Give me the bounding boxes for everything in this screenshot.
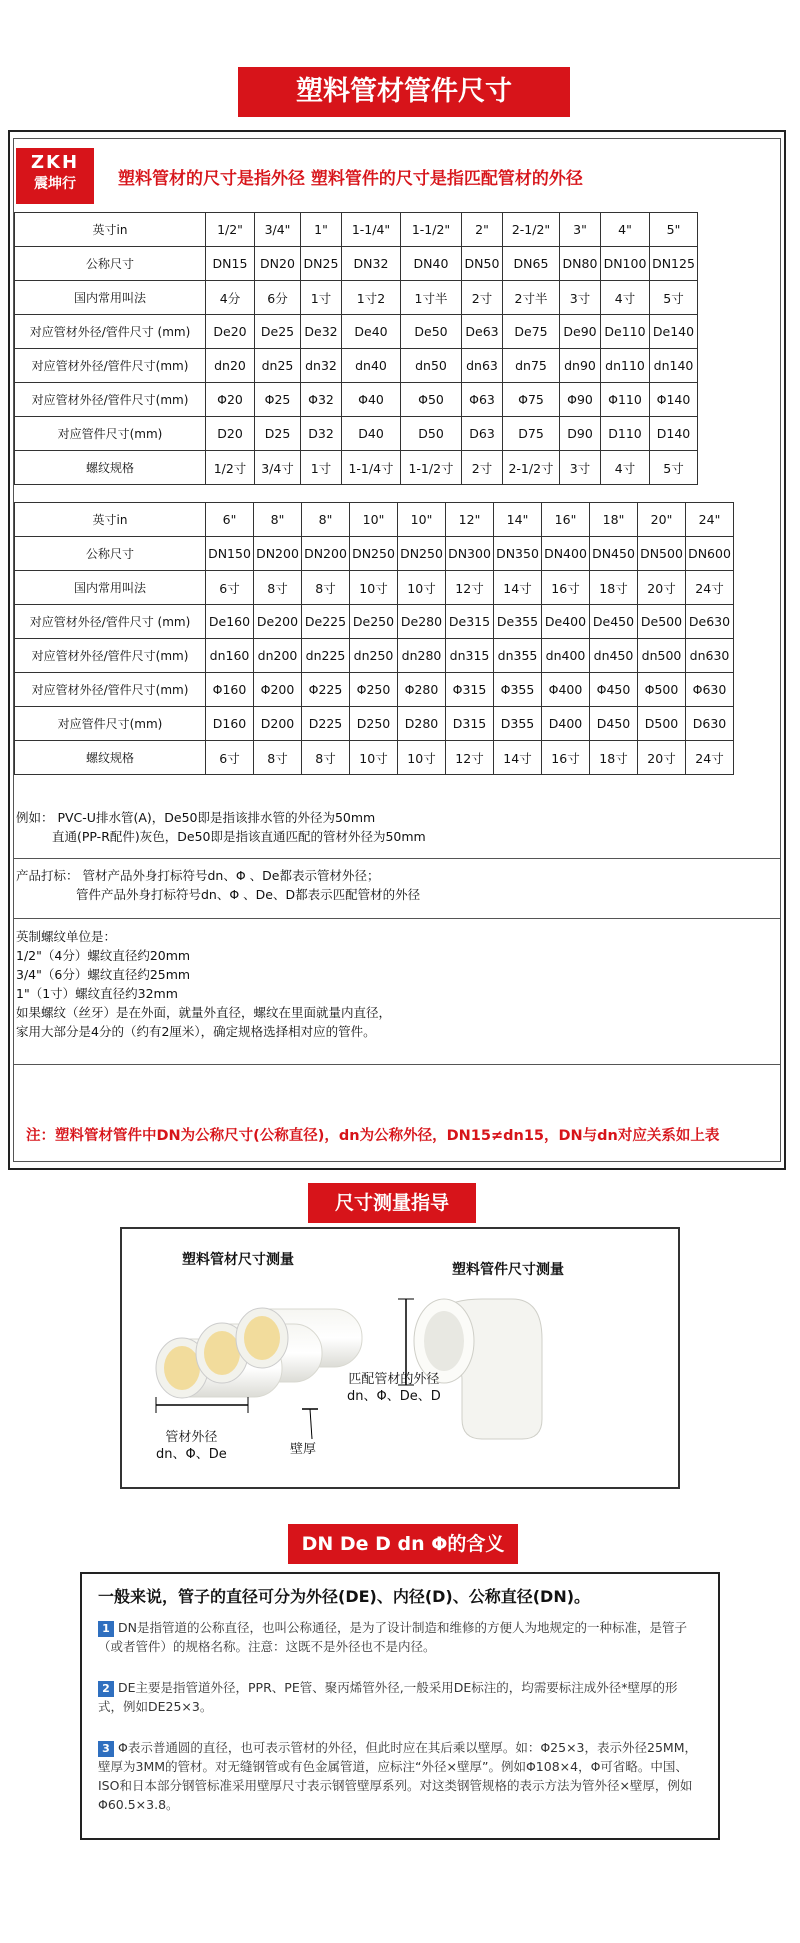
table-cell: D160 [206, 707, 254, 741]
table-cell: DN32 [342, 247, 401, 281]
table-cell: Φ160 [206, 673, 254, 707]
table-cell: 3寸 [560, 281, 601, 315]
table-cell: 18寸 [590, 571, 638, 605]
table-cell: Φ355 [494, 673, 542, 707]
table-cell: 1-1/4寸 [342, 451, 401, 485]
table-cell: D280 [398, 707, 446, 741]
table-cell: DN40 [401, 247, 462, 281]
table-cell: 5寸 [650, 451, 698, 485]
table-cell: DN100 [601, 247, 650, 281]
table-row [15, 383, 698, 417]
brand-logo [16, 148, 94, 204]
table-row [15, 349, 698, 383]
row-header-cell: 对应管件尺寸(mm) [15, 707, 206, 741]
row-header-cell: 国内常用叫法 [15, 571, 206, 605]
table-cell: 1寸 [301, 451, 342, 485]
table-cell: Φ75 [503, 383, 560, 417]
table-cell: DN15 [206, 247, 255, 281]
table-row [15, 571, 734, 605]
row-header-cell: 对应管材外径/管件尺寸 (mm) [15, 605, 206, 639]
logo-cn-name: 震坤行 [34, 176, 76, 192]
table-cell: 20寸 [638, 741, 686, 775]
table-cell: Φ50 [401, 383, 462, 417]
table-cell: 8寸 [254, 741, 302, 775]
row-header-cell: 英寸in [15, 503, 206, 537]
table-cell: 1-1/2寸 [401, 451, 462, 485]
table-cell: dn250 [350, 639, 398, 673]
table-cell: D400 [542, 707, 590, 741]
table-cell: 12寸 [446, 741, 494, 775]
table-cell: De630 [686, 605, 734, 639]
row-header-cell: 对应管件尺寸(mm) [15, 417, 206, 451]
table-cell: D50 [401, 417, 462, 451]
table-cell: DN200 [254, 537, 302, 571]
table-cell: D110 [601, 417, 650, 451]
row-header-cell: 对应管材外径/管件尺寸(mm) [15, 673, 206, 707]
table-cell: 2寸 [462, 451, 503, 485]
table-cell: D90 [560, 417, 601, 451]
table-cell: 1寸半 [401, 281, 462, 315]
table-cell: dn90 [560, 349, 601, 383]
row-header-cell: 螺纹规格 [15, 451, 206, 485]
table-cell: dn160 [206, 639, 254, 673]
table-cell: 3寸 [560, 451, 601, 485]
example-line-2: 直通(PP-R配件)灰色，De50即是指该直通匹配的管材外径为50mm [52, 829, 426, 844]
table-cell: dn63 [462, 349, 503, 383]
size-table-2 [14, 502, 734, 775]
table-cell: 5寸 [650, 281, 698, 315]
table-cell: dn110 [601, 349, 650, 383]
table-cell: 8寸 [254, 571, 302, 605]
table-cell: 6寸 [206, 741, 254, 775]
table-cell: DN350 [494, 537, 542, 571]
table-cell: 4" [601, 213, 650, 247]
table-cell: De160 [206, 605, 254, 639]
table-row [15, 451, 698, 485]
table-cell: DN450 [590, 537, 638, 571]
pipe-illustration [156, 1308, 362, 1439]
pipe-od-label: 管材外径 dn、Φ、De [156, 1430, 227, 1462]
item-number: 2 [98, 1681, 114, 1697]
table-cell: 18寸 [590, 741, 638, 775]
table-row [15, 605, 734, 639]
table-cell: 18" [590, 503, 638, 537]
example-note [16, 808, 426, 846]
item-text: Φ表示普通圆的直径，也可表示管材的外径，但此时应在其后乘以壁厚。如：Φ25×3，表示外径25MM，壁厚为3MM的管材。对无缝钢管或有色金属管道，应标注“外径×壁厚”。例如Φ108×4，Φ可省略。中国、ISO和日本部分钢管标准采用壁厚尺寸表示钢管壁厚系列。对这类钢管规格的表示方法为管外径×壁厚，例如Φ60.5×3.8。 [98, 1740, 697, 1812]
table-cell: Φ630 [686, 673, 734, 707]
table-cell: 4分 [206, 281, 255, 315]
table-cell: De75 [503, 315, 560, 349]
table-cell: dn280 [398, 639, 446, 673]
table-cell: D40 [342, 417, 401, 451]
table-cell: D140 [650, 417, 698, 451]
thread-line: 家用大部分是4分的（约有2厘米），确定规格选择相对应的管件。 [16, 1024, 376, 1039]
table-row [15, 247, 698, 281]
table-cell: Φ400 [542, 673, 590, 707]
table-row [15, 503, 734, 537]
wall-thickness-label: 壁厚 [290, 1442, 317, 1457]
table-cell: Φ140 [650, 383, 698, 417]
item-text: DN是指管道的公称直径，也叫公称通径，是为了设计制造和维修的方便人为地规定的一种标准，是管子（或者管件）的规格名称。注意：这既不是外径也不是内径。 [98, 1620, 687, 1654]
table-row [15, 213, 698, 247]
table-cell: 3/4" [255, 213, 301, 247]
divider [14, 918, 780, 919]
size-table-1 [14, 212, 698, 485]
table-cell: 24" [686, 503, 734, 537]
logo-brand: ZKH [30, 152, 80, 173]
table-cell: De32 [301, 315, 342, 349]
meaning-heading: 一般来说，管子的直径可分为外径(DE)、内径(D)、公称直径(DN)。 [98, 1587, 591, 1606]
pipe-measure-title: 塑料管材尺寸测量 [182, 1252, 294, 1268]
table-cell: De225 [302, 605, 350, 639]
table-cell: dn355 [494, 639, 542, 673]
table-cell: D250 [350, 707, 398, 741]
table-cell: D225 [302, 707, 350, 741]
table-cell: Φ315 [446, 673, 494, 707]
table-cell: D200 [254, 707, 302, 741]
table-cell: 10" [398, 503, 446, 537]
table-cell: 12" [446, 503, 494, 537]
table-cell: DN25 [301, 247, 342, 281]
table-cell: 14寸 [494, 741, 542, 775]
table-cell: DN500 [638, 537, 686, 571]
table-cell: 1寸2 [342, 281, 401, 315]
table-cell: De315 [446, 605, 494, 639]
table-cell: 20" [638, 503, 686, 537]
table-cell: D630 [686, 707, 734, 741]
table-row [15, 315, 698, 349]
table-cell: dn40 [342, 349, 401, 383]
table-cell: 24寸 [686, 741, 734, 775]
fitting-measure-title: 塑料管件尺寸测量 [452, 1262, 564, 1278]
table-cell: DN600 [686, 537, 734, 571]
table-cell: 2-1/2寸 [503, 451, 560, 485]
table-cell: 5" [650, 213, 698, 247]
marking-line-2: 管件产品外身打标符号dn、Φ 、De、D都表示匹配管材的外径 [76, 887, 421, 902]
table-cell: 12寸 [446, 571, 494, 605]
row-header-cell: 螺纹规格 [15, 741, 206, 775]
table-cell: De25 [255, 315, 301, 349]
meaning-item [98, 1738, 698, 1814]
table-cell: 10寸 [350, 571, 398, 605]
footnote: 注：塑料管材管件中DN为公称尺寸(公称直径)，dn为公称外径，DN15≠dn15，DN与dn对应关系如上表 [26, 1128, 720, 1144]
table-cell: DN50 [462, 247, 503, 281]
table-cell: dn500 [638, 639, 686, 673]
table-cell: De50 [401, 315, 462, 349]
table-cell: Φ90 [560, 383, 601, 417]
table-cell: dn20 [206, 349, 255, 383]
table-cell: DN20 [255, 247, 301, 281]
table-cell: dn315 [446, 639, 494, 673]
item-text: DE主要是指管道外径，PPR、PE管、聚丙烯管外径,一般采用DE标注的，均需要标注成外径*壁厚的形式，例如DE25×3。 [98, 1680, 678, 1714]
marking-line-1: 产品打标： 管材产品外身打标符号dn、Φ 、De都表示管材外径； [16, 868, 380, 883]
table-cell: De20 [206, 315, 255, 349]
table-cell: 16寸 [542, 571, 590, 605]
table-cell: 16" [542, 503, 590, 537]
table-cell: Φ25 [255, 383, 301, 417]
item-number: 3 [98, 1741, 114, 1757]
table-cell: 1/2寸 [206, 451, 255, 485]
table-cell: D20 [206, 417, 255, 451]
table-cell: DN300 [446, 537, 494, 571]
table-cell: De500 [638, 605, 686, 639]
thread-line: 英制螺纹单位是： [16, 929, 117, 944]
measure-guide [120, 1227, 680, 1489]
table-cell: 14寸 [494, 571, 542, 605]
table-cell: De250 [350, 605, 398, 639]
thread-line: 1"（1寸）螺纹直径约32mm [16, 986, 178, 1001]
table-cell: 10寸 [350, 741, 398, 775]
table-cell: dn50 [401, 349, 462, 383]
table-cell: 10寸 [398, 741, 446, 775]
row-header-cell: 国内常用叫法 [15, 281, 206, 315]
table-cell: 4寸 [601, 451, 650, 485]
table-cell: 1/2" [206, 213, 255, 247]
table-cell: D355 [494, 707, 542, 741]
table-cell: 2-1/2" [503, 213, 560, 247]
table-cell: Φ500 [638, 673, 686, 707]
row-header-cell: 对应管材外径/管件尺寸(mm) [15, 349, 206, 383]
table-cell: dn200 [254, 639, 302, 673]
table-cell: 6寸 [206, 571, 254, 605]
table-cell: 1寸 [301, 281, 342, 315]
table-cell: De110 [601, 315, 650, 349]
table-cell: 1" [301, 213, 342, 247]
table-cell: D500 [638, 707, 686, 741]
table-cell: 6" [206, 503, 254, 537]
table-cell: Φ225 [302, 673, 350, 707]
table-cell: DN250 [398, 537, 446, 571]
meaning-item [98, 1678, 698, 1716]
table-cell: De400 [542, 605, 590, 639]
elbow-illustration [398, 1299, 542, 1439]
fitting-od-label: 匹配管材的外径 dn、Φ、De、D [347, 1372, 441, 1404]
table-cell: 8寸 [302, 571, 350, 605]
table-cell: 24寸 [686, 571, 734, 605]
table-cell: De200 [254, 605, 302, 639]
table-cell: 10" [350, 503, 398, 537]
table-cell: DN150 [206, 537, 254, 571]
table-cell: DN125 [650, 247, 698, 281]
thread-line: 3/4"（6分）螺纹直径约25mm [16, 967, 191, 982]
table-row [15, 417, 698, 451]
table-cell: Φ200 [254, 673, 302, 707]
table-cell: Φ63 [462, 383, 503, 417]
measure-banner: 尺寸测量指导 [308, 1183, 476, 1223]
table-cell: D315 [446, 707, 494, 741]
table-cell: 1-1/4" [342, 213, 401, 247]
meaning-panel [80, 1572, 720, 1840]
table-cell: dn630 [686, 639, 734, 673]
table-cell: dn140 [650, 349, 698, 383]
table-row [15, 281, 698, 315]
row-header-cell: 对应管材外径/管件尺寸(mm) [15, 383, 206, 417]
table-cell: 8寸 [302, 741, 350, 775]
thread-line: 1/2"（4分）螺纹直径约20mm [16, 948, 191, 963]
table-cell: dn75 [503, 349, 560, 383]
table-cell: DN250 [350, 537, 398, 571]
table-cell: Φ20 [206, 383, 255, 417]
table-cell: DN80 [560, 247, 601, 281]
table-cell: Φ32 [301, 383, 342, 417]
headline: 塑料管材的尺寸是指外径 塑料管件的尺寸是指匹配管材的外径 [118, 169, 583, 189]
table-cell: 4寸 [601, 281, 650, 315]
table-cell: De63 [462, 315, 503, 349]
table-cell: 1-1/2" [401, 213, 462, 247]
table-cell: De355 [494, 605, 542, 639]
table-cell: D25 [255, 417, 301, 451]
table-cell: De90 [560, 315, 601, 349]
thread-note [16, 927, 391, 1041]
table-cell: 6分 [255, 281, 301, 315]
meaning-banner: DN De D dn Φ的含义 [288, 1524, 518, 1564]
table-cell: 8" [302, 503, 350, 537]
row-header-cell: 公称尺寸 [15, 247, 206, 281]
table-row [15, 707, 734, 741]
table-cell: De450 [590, 605, 638, 639]
table-cell: 20寸 [638, 571, 686, 605]
table-row [15, 673, 734, 707]
table-cell: D450 [590, 707, 638, 741]
row-header-cell: 英寸in [15, 213, 206, 247]
table-cell: DN400 [542, 537, 590, 571]
table-row [15, 537, 734, 571]
table-cell: De40 [342, 315, 401, 349]
marking-note [16, 866, 420, 904]
table-cell: dn32 [301, 349, 342, 383]
table-cell: D63 [462, 417, 503, 451]
table-cell: 16寸 [542, 741, 590, 775]
divider [14, 1064, 780, 1065]
table-cell: 2寸 [462, 281, 503, 315]
table-cell: D32 [301, 417, 342, 451]
table-cell: 10寸 [398, 571, 446, 605]
table-cell: D75 [503, 417, 560, 451]
table-cell: Φ450 [590, 673, 638, 707]
table-cell: 3/4寸 [255, 451, 301, 485]
table-cell: Φ110 [601, 383, 650, 417]
table-cell: Φ250 [350, 673, 398, 707]
table-cell: DN65 [503, 247, 560, 281]
divider [14, 858, 780, 859]
table-cell: dn225 [302, 639, 350, 673]
row-header-cell: 对应管材外径/管件尺寸 (mm) [15, 315, 206, 349]
table-row [15, 741, 734, 775]
example-line-1: 例如： PVC-U排水管(A)，De50即是指该排水管的外径为50mm [16, 810, 376, 825]
page-title: 塑料管材管件尺寸 [238, 67, 570, 117]
table-cell: 2" [462, 213, 503, 247]
row-header-cell: 对应管材外径/管件尺寸(mm) [15, 639, 206, 673]
meaning-item [98, 1618, 698, 1656]
table-cell: 8" [254, 503, 302, 537]
table-cell: DN200 [302, 537, 350, 571]
table-cell: 14" [494, 503, 542, 537]
table-cell: De140 [650, 315, 698, 349]
row-header-cell: 公称尺寸 [15, 537, 206, 571]
table-cell: 2寸半 [503, 281, 560, 315]
thread-line: 如果螺纹（丝牙）是在外面，就量外直径，螺纹在里面就量内直径， [16, 1005, 392, 1020]
table-cell: Φ280 [398, 673, 446, 707]
table-row [15, 639, 734, 673]
item-number: 1 [98, 1621, 114, 1637]
table-cell: De280 [398, 605, 446, 639]
table-cell: Φ40 [342, 383, 401, 417]
table-cell: 3" [560, 213, 601, 247]
table-cell: dn25 [255, 349, 301, 383]
table-cell: dn400 [542, 639, 590, 673]
table-cell: dn450 [590, 639, 638, 673]
